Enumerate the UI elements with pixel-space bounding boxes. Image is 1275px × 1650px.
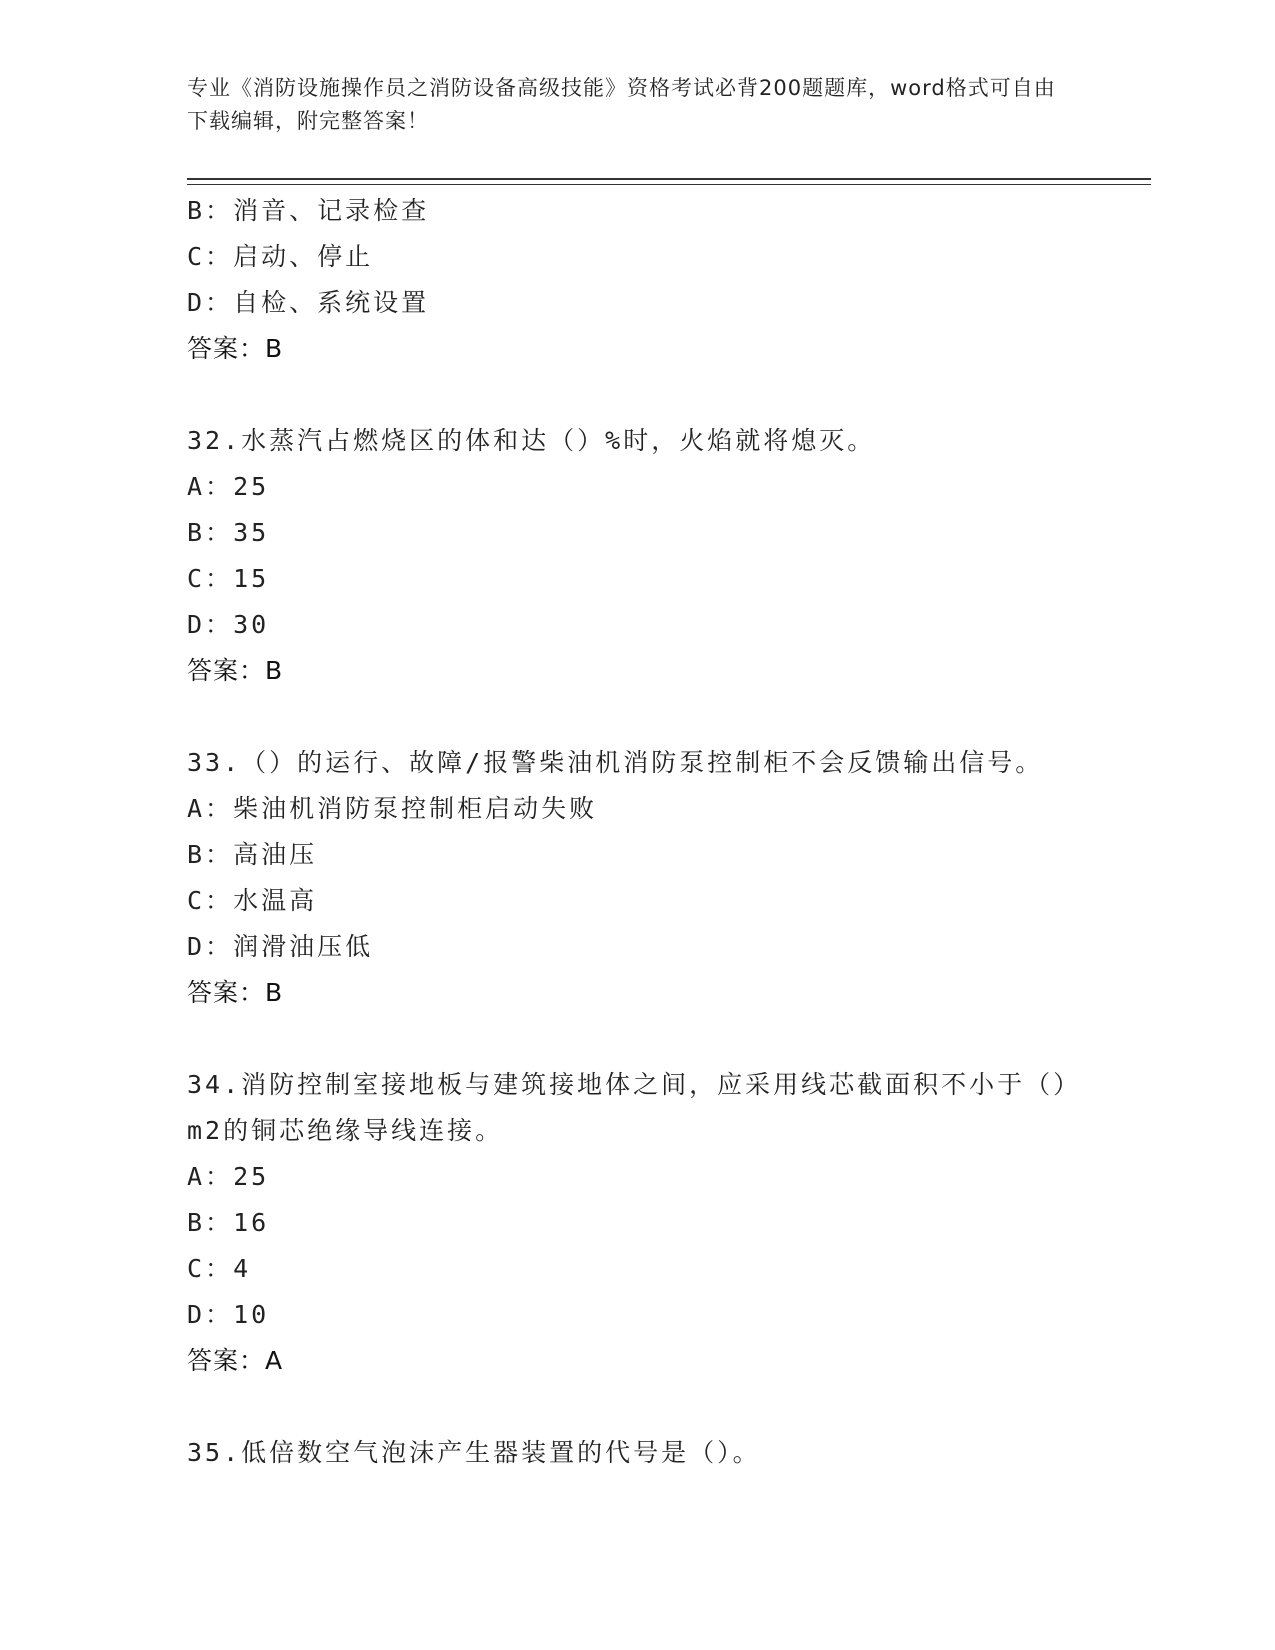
question-32 [187,418,1087,694]
question-list [187,188,1087,1476]
question-34 [187,1062,1087,1384]
option-d: D：10 [187,1300,270,1329]
option-d: D：自检、系统设置 [187,288,430,317]
document-title: 专业《消防设施操作员之消防设备高级技能》资格考试必背200题题库，word格式可自由下载编辑，附完整答案！ [187,76,1056,133]
answer-label: 答案：B [187,334,284,363]
question-31-continued [187,188,1087,372]
answer-label: 答案：A [187,1346,284,1375]
option-b: B：高油压 [187,840,318,869]
option-b: B：消音、记录检查 [187,196,430,225]
option-b: B：16 [187,1208,270,1237]
option-b: B：35 [187,518,270,547]
option-d: D：30 [187,610,270,639]
question-stem: 35.低倍数空气泡沫产生器装置的代号是（）。 [187,1438,761,1467]
question-stem: 33.（）的运行、故障/报警柴油机消防泵控制柜不会反馈输出信号。 [187,748,1044,777]
question-stem: 34.消防控制室接地板与建筑接地体之间，应采用线芯截面积不小于（）m2的铜芯绝缘导线连接。 [187,1070,1082,1145]
question-stem: 32.水蒸汽占燃烧区的体和达（）%时，火焰就将熄灭。 [187,426,876,455]
answer-label: 答案：B [187,656,284,685]
question-35 [187,1430,1087,1476]
option-c: C：15 [187,564,270,593]
header-divider-thick [187,178,1151,180]
question-33 [187,740,1087,1016]
document-header [187,72,1067,138]
option-a: A：25 [187,472,270,501]
option-c: C：水温高 [187,886,318,915]
option-a: A：柴油机消防泵控制柜启动失败 [187,794,598,823]
option-c: C：启动、停止 [187,242,374,271]
header-divider-thin [187,184,1151,185]
option-c: C：4 [187,1254,252,1283]
answer-label: 答案：B [187,978,284,1007]
option-d: D：润滑油压低 [187,932,374,961]
option-a: A：25 [187,1162,270,1191]
